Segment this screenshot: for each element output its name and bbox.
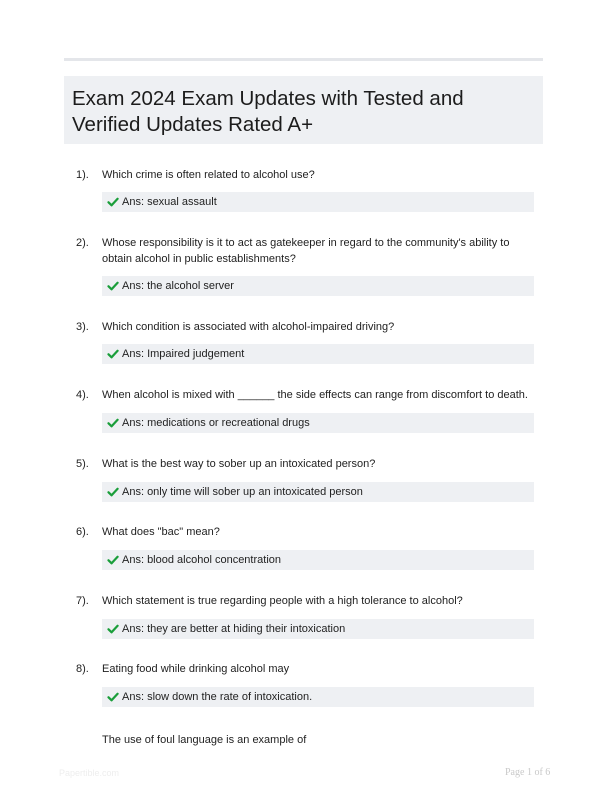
answer-box bbox=[102, 482, 534, 502]
answer-text: Ans: medications or recreational drugs bbox=[122, 417, 310, 429]
question-number: 3). bbox=[76, 321, 89, 333]
page-number: Page 1 of 6 bbox=[505, 767, 551, 778]
footer-site-watermark: Papertible.com bbox=[59, 768, 120, 778]
question-text: What is the best way to sober up an intoxicated person? bbox=[102, 458, 376, 470]
title-banner bbox=[64, 76, 543, 144]
answer-text: Ans: only time will sober up an intoxicated person bbox=[122, 486, 363, 498]
question-text: Which condition is associated with alcohol-impaired driving? bbox=[102, 321, 395, 333]
question-text: What does "bac" mean? bbox=[102, 526, 220, 538]
page-title: Exam 2024 Exam Updates with Tested and Verified Updates Rated A+ bbox=[72, 87, 464, 136]
question-number: 2). bbox=[76, 237, 89, 249]
answer-text: Ans: the alcohol server bbox=[122, 280, 234, 292]
check-icon bbox=[107, 348, 119, 360]
answer-text: Ans: blood alcohol concentration bbox=[122, 554, 281, 566]
question-text: Eating food while drinking alcohol may bbox=[102, 663, 290, 675]
question-text: Which statement is true regarding people with a high tolerance to alcohol? bbox=[102, 595, 463, 607]
question-number: 6). bbox=[76, 526, 89, 538]
answer-box bbox=[102, 687, 534, 707]
answer-box bbox=[102, 276, 534, 296]
check-icon bbox=[107, 280, 119, 292]
answer-text: Ans: Impaired judgement bbox=[122, 348, 245, 360]
question-text: When alcohol is mixed with ______ the side effects can range from discomfort to death. bbox=[102, 389, 528, 401]
next-question-text: The use of foul language is an example of bbox=[102, 734, 307, 746]
check-icon bbox=[107, 486, 119, 498]
check-icon bbox=[107, 691, 119, 703]
check-icon bbox=[107, 554, 119, 566]
question-number: 5). bbox=[76, 458, 89, 470]
question-text: Whose responsibility is it to act as gatekeeper in regard to the community's ability to obtain alcohol in public establishments? bbox=[102, 237, 510, 265]
answer-box bbox=[102, 619, 534, 639]
check-icon bbox=[107, 623, 119, 635]
question-number: 1). bbox=[76, 169, 89, 181]
answer-text: Ans: slow down the rate of intoxication. bbox=[122, 691, 313, 703]
answer-box bbox=[102, 192, 534, 212]
answer-box bbox=[102, 550, 534, 570]
answer-text: Ans: sexual assault bbox=[122, 196, 217, 208]
question-number: 7). bbox=[76, 595, 89, 607]
answer-box bbox=[102, 344, 534, 364]
question-number: 8). bbox=[76, 663, 89, 675]
top-divider bbox=[64, 58, 543, 61]
answer-box bbox=[102, 413, 534, 433]
question-text: Which crime is often related to alcohol use? bbox=[102, 169, 315, 181]
check-icon bbox=[107, 417, 119, 429]
answer-text: Ans: they are better at hiding their intoxication bbox=[122, 623, 346, 635]
question-number: 4). bbox=[76, 389, 89, 401]
check-icon bbox=[107, 196, 119, 208]
